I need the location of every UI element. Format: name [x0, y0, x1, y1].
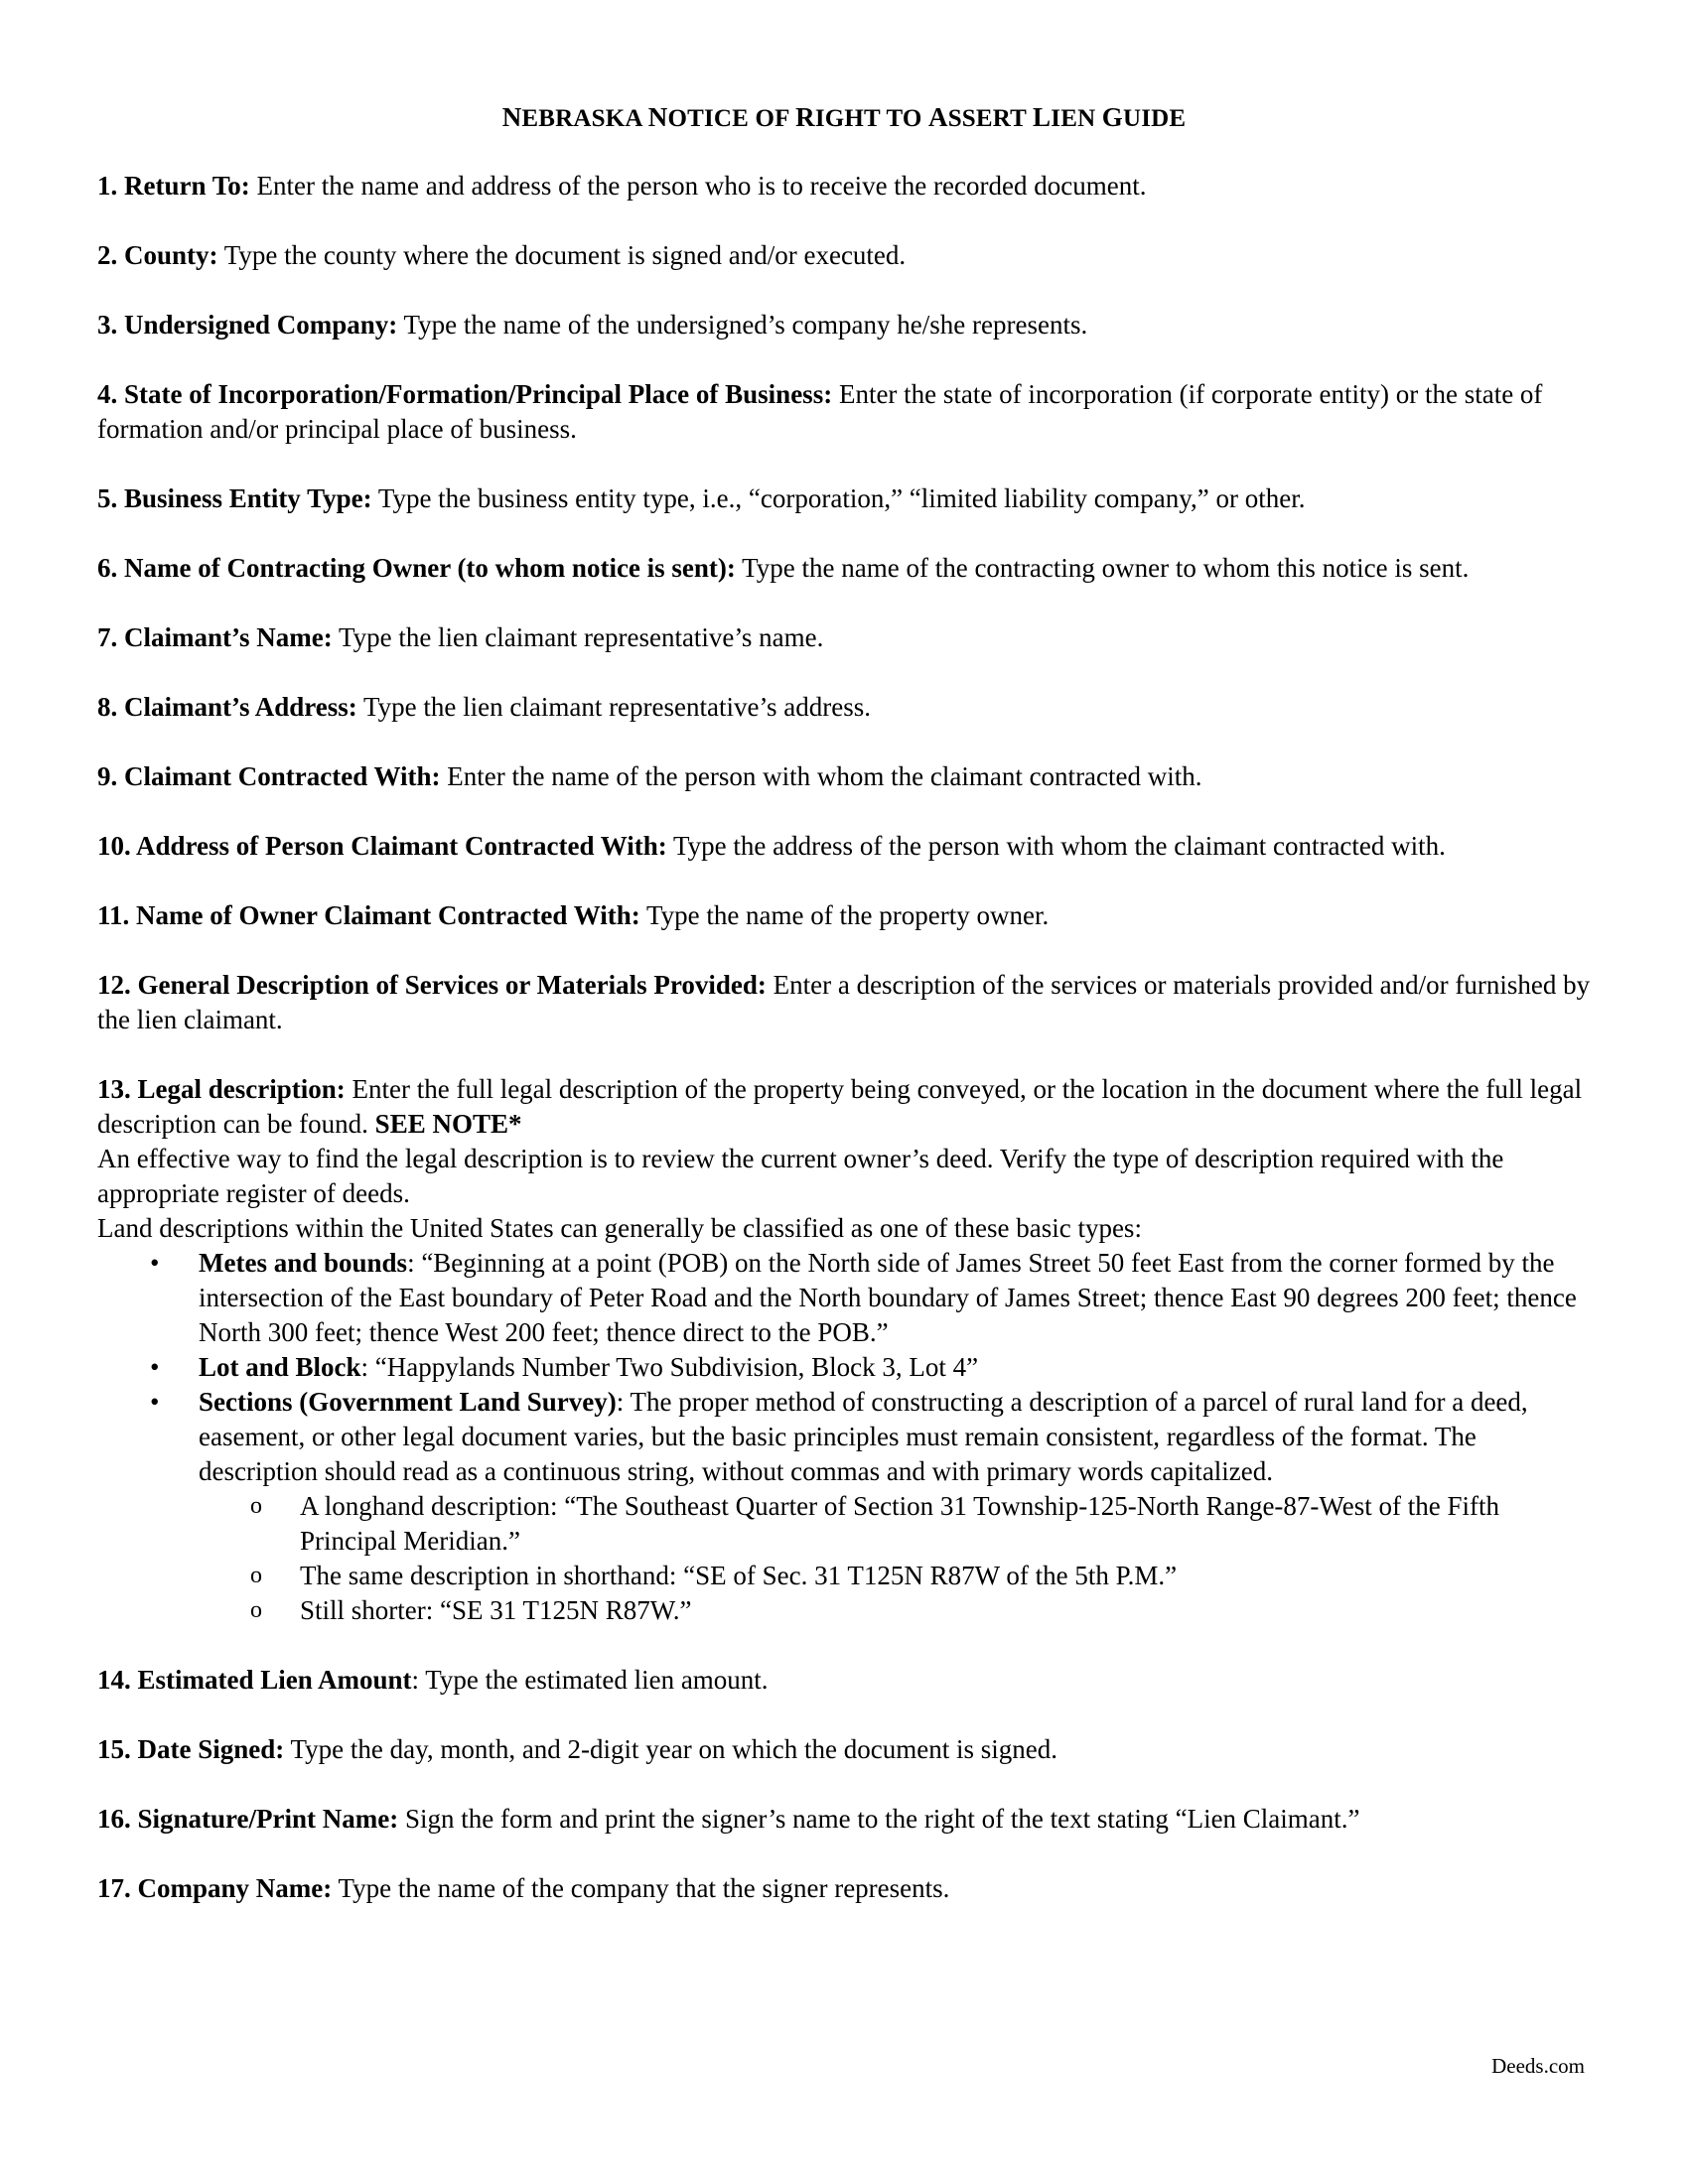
bullet-icon: •	[150, 1387, 160, 1417]
bullet-icon: •	[150, 1352, 160, 1382]
legal-paragraph-1: An effective way to find the legal description is to review the current owner’s deed. Verify the type of description required with the appropriate register of deeds.	[97, 1144, 1504, 1208]
instruction-item-16	[97, 1802, 1595, 1837]
item-text: Enter the name and address of the person who is to receive the recorded document.	[249, 171, 1147, 201]
item-text: Type the day, month, and 2-digit year on which the document is signed.	[284, 1734, 1057, 1764]
item-text: Type the name of the property owner.	[639, 900, 1050, 930]
circle-bullet-icon: o	[250, 1563, 262, 1588]
instruction-item-17	[97, 1871, 1595, 1906]
item-label: 16. Signature/Print Name:	[97, 1804, 399, 1834]
instruction-item-3	[97, 308, 1595, 342]
instruction-item-15	[97, 1732, 1595, 1767]
item-label: 17. Company Name:	[97, 1873, 333, 1903]
item-label: 6. Name of Contracting Owner (to whom notice is sent):	[97, 553, 736, 583]
circle-bullet-icon: o	[250, 1493, 262, 1519]
document-title: NEBRASKA NOTICE OF RIGHT TO ASSERT LIEN GUIDE	[501, 102, 1187, 132]
item-text: Enter the name of the person with whom the claimant contracted with.	[440, 761, 1202, 791]
instruction-item-12	[97, 968, 1595, 1037]
instruction-item-13	[97, 1072, 1595, 1628]
circle-bullet-icon: o	[250, 1597, 262, 1623]
item-text: Type the name of the undersigned’s company he/she represents.	[397, 310, 1088, 340]
item-text: Enter the state of incorporation (if corporate entity) or the state of formation and/or principal place of business.	[97, 379, 1543, 444]
item-text: Enter a description of the services or materials provided and/or furnished by the lien claimant.	[97, 970, 1591, 1034]
item-label: 8. Claimant’s Address:	[97, 692, 357, 722]
instruction-item-9	[97, 759, 1595, 794]
list-item: o A longhand description: “The Southeast Quarter of Section 31 Township-125-North Range-87-West of the Fifth Principal Meridian.”	[250, 1491, 1499, 1556]
list-item: o The same description in shorthand: “SE of Sec. 31 T125N R87W of the 5th P.M.”	[199, 1559, 1595, 1593]
item-label: 14. Estimated Lien Amount	[97, 1665, 412, 1695]
instructions-body	[97, 169, 1595, 1941]
list-item: • Sections (Government Land Survey): The proper method of constructing a description of a parcel of rural land for a deed, easement, or other legal document varies, but the basic principles must remain consistent, regardless of the format. The description should read as a continuous string, without commas and with primary words capitalized. o A longhand description: “The Southeast Quarter of Section 31 Township-125-North Range-87-West of the Fifth Principal Meridian.” o The same description in shorthand: “SE of Sec. 31 T125N R87W of the 5th P.M.” o Still shorter: “SE 31 T125N R87W.”	[97, 1385, 1595, 1628]
item-text: Type the business entity type, i.e., “corporation,” “limited liability company,” or other.	[371, 483, 1306, 513]
footer-brand: Deeds.com	[1491, 2054, 1585, 2078]
instruction-item-14	[97, 1663, 1595, 1698]
item-text: Sign the form and print the signer’s name to the right of the text stating “Lien Claimant.”	[398, 1804, 1360, 1834]
instruction-item-2	[97, 238, 1595, 273]
instruction-item-11	[97, 898, 1595, 933]
section-examples-list	[199, 1489, 1595, 1628]
item-text: Enter the full legal description of the property being conveyed, or the location in the document where the full legal description can be found.	[97, 1074, 1583, 1139]
item-text: Type the lien claimant representative’s name.	[332, 622, 824, 652]
instruction-item-6	[97, 551, 1595, 586]
instruction-item-8	[97, 690, 1595, 725]
item-text: Type the address of the person with whom the claimant contracted with.	[666, 831, 1446, 861]
item-label: 11. Name of Owner Claimant Contracted With:	[97, 900, 640, 930]
instruction-item-5	[97, 481, 1595, 516]
item-label: 10. Address of Person Claimant Contracted With:	[97, 831, 667, 861]
item-text: Type the lien claimant representative’s address.	[356, 692, 871, 722]
item-label: 13. Legal description:	[97, 1074, 346, 1104]
item-text: Type the name of the contracting owner to whom this notice is sent.	[735, 553, 1470, 583]
item-label: 9. Claimant Contracted With:	[97, 761, 441, 791]
instruction-item-1	[97, 169, 1595, 204]
see-note: SEE NOTE*	[367, 1109, 522, 1139]
item-text: Type the county where the document is signed and/or executed.	[217, 240, 907, 270]
item-label: 3. Undersigned Company:	[97, 310, 398, 340]
description-types-list	[97, 1246, 1595, 1628]
item-label: 5. Business Entity Type:	[97, 483, 372, 513]
item-label: 4. State of Incorporation/Formation/Principal Place of Business:	[97, 379, 833, 409]
item-label: 12. General Description of Services or Materials Provided:	[97, 970, 767, 1000]
item-text: Type the name of the company that the signer represents.	[332, 1873, 950, 1903]
instruction-item-7	[97, 620, 1595, 655]
item-label: 1. Return To:	[97, 171, 250, 201]
item-text: : Type the estimated lien amount.	[411, 1665, 769, 1695]
instruction-item-10	[97, 829, 1595, 864]
item-label: 2. County:	[97, 240, 218, 270]
list-item: • Metes and bounds: “Beginning at a point (POB) on the North side of James Street 50 feet East from the corner formed by the intersection of the East boundary of Peter Road and the North boundary of James Street; thence East 90 degrees 200 feet; thence North 300 feet; thence West 200 feet; thence direct to the POB.”	[150, 1248, 1577, 1347]
instruction-item-4	[97, 377, 1595, 447]
legal-paragraph-2: Land descriptions within the United States can generally be classified as one of these basic types:	[97, 1213, 1142, 1243]
list-item: o Still shorter: “SE 31 T125N R87W.”	[199, 1593, 1595, 1628]
item-label: 15. Date Signed:	[97, 1734, 285, 1764]
list-item: • Lot and Block: “Happylands Number Two Subdivision, Block 3, Lot 4”	[97, 1350, 1595, 1385]
bullet-icon: •	[150, 1248, 160, 1278]
item-label: 7. Claimant’s Name:	[97, 622, 333, 652]
